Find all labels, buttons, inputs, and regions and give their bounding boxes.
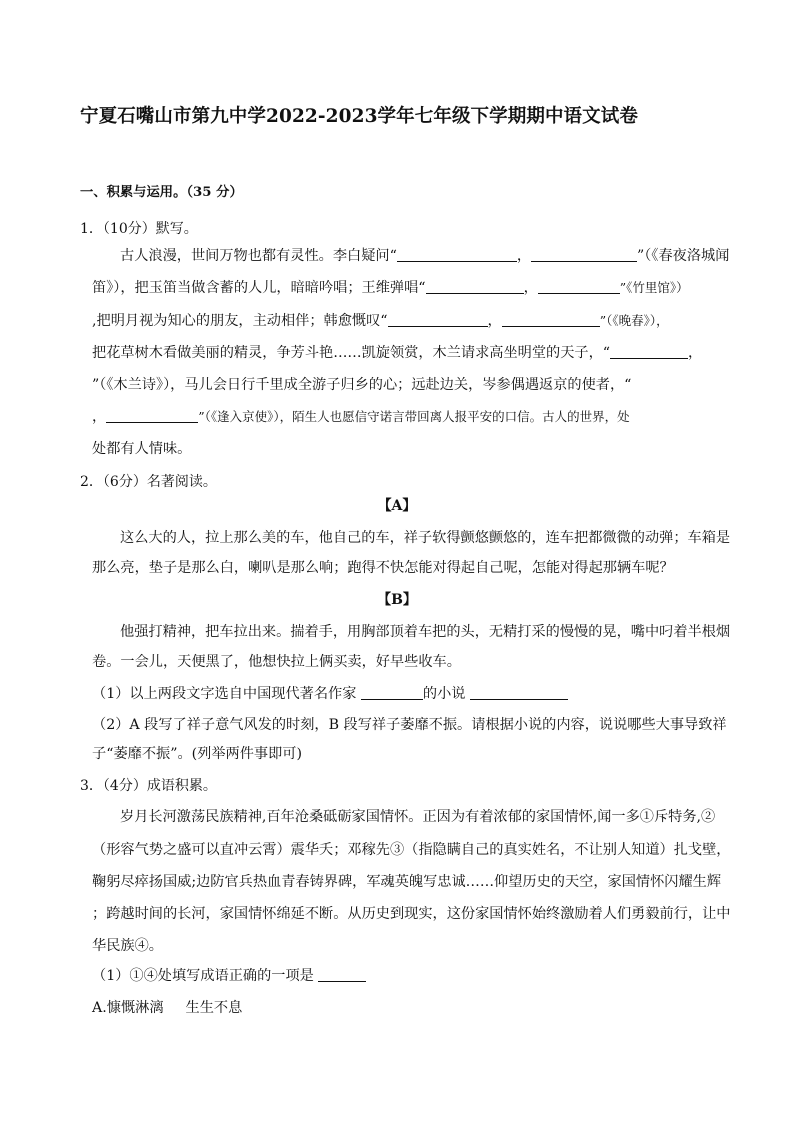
- answer-blank[interactable]: [318, 966, 366, 982]
- page-title: 宁夏石嘴山市第九中学2022-2023学年七年级下学期期中语文试卷: [80, 106, 638, 127]
- q2-subquestion-2-line-1: （2）A 段写了祥子意气风发的时刻，B 段写祥子萎靡不振。请根据小说的内容，说说哪些大事导致祥: [92, 717, 727, 733]
- answer-blank[interactable]: [106, 407, 198, 423]
- passage-b-line-1: 他强打精神，把车拉出来。揣着手，用胸部顶着车把的头，无精打采的慢慢的晃，嘴中叼着半根烟: [120, 624, 731, 640]
- text-span: 的小说: [422, 686, 466, 702]
- text-span: 把花草树木看做美丽的精灵，争芳斗艳……凯旋领赏，木兰请求高坐明堂的天子，“: [92, 345, 611, 361]
- text-span: 笛》），把玉笛当做含蓄的人儿，暗暗吟唱；王维弹唱“: [92, 280, 426, 296]
- text-span: （1）①④处填写成语正确的一项是: [92, 968, 314, 984]
- q2-subquestion-1: [92, 684, 568, 704]
- q1-line-7: 处都有人情味。: [92, 441, 192, 457]
- text-span: ，: [487, 313, 502, 329]
- text-span: ，: [92, 409, 107, 425]
- answer-blank[interactable]: [470, 684, 568, 700]
- text-span: ”（《木兰诗》），马儿会日行千里成全游子归乡的心；远赴边关，岑参偶遇返京的使者，“: [92, 377, 632, 393]
- q3-passage-line-4: ；跨越时间的长河，家国情怀绵延不断。从历史到现实，这份家国情怀始终激励着人们勇毅前行，让中: [92, 906, 731, 922]
- text-span: ，: [516, 248, 532, 264]
- section-heading: 一、积累与运用。（35 分）: [80, 185, 243, 200]
- passage-a-line-1: 这么大的人，拉上那么美的车，他自己的车，祥子软得颤悠颤悠的，连车把都微微的动弹；车箱是: [120, 530, 731, 546]
- q1-line-6: [92, 407, 630, 427]
- question-3-heading: 3．（4分）成语积累。: [80, 778, 217, 794]
- q1-line-3: [92, 311, 669, 331]
- answer-blank[interactable]: [502, 311, 600, 327]
- q1-line-5: [92, 375, 631, 395]
- text-span: 古人浪漫，世间万物也都有灵性。李白疑问“: [120, 248, 397, 264]
- q3-passage-line-3: 鞠躬尽瘁扬国威;边防官兵热血青春铸界碑，军魂英魄写忠诚……仰望历史的天空，家国情怀闪耀生辉: [92, 874, 722, 890]
- question-1-heading: 1．（10分）默写。: [80, 221, 198, 237]
- text-span: ”（《春夜洛城闻: [637, 248, 730, 264]
- answer-blank[interactable]: [538, 278, 620, 294]
- question-2-heading: 2．（6分）名著阅读。: [80, 474, 217, 490]
- text-span: ,把明月视为知心的朋友，主动相伴；韩愈慨叹“: [92, 313, 388, 329]
- q1-line-1: [120, 246, 729, 266]
- passage-b-line-2: 卷。一会儿，天便黑了，他想快拉上俩买卖，好早些收车。: [92, 654, 461, 670]
- q3-option-a[interactable]: [92, 998, 242, 1018]
- q1-line-2: [92, 278, 689, 298]
- q1-line-4: 把花草树木看做美丽的精灵，争芳斗艳……凯旋领赏，木兰请求高坐明堂的天子，“ ，: [92, 345, 703, 361]
- passage-b-label: 【B】: [377, 592, 417, 608]
- passage-a-label: 【A】: [377, 498, 417, 514]
- passage-a-line-2: 那么亮，垫子是那么白，喇叭是那么响；跑得不快怎能对得起自己呢，怎能对得起那辆车呢？: [92, 560, 674, 576]
- q2-subquestion-2-line-2: 子“萎靡不振”。(列举两件事即可): [92, 746, 303, 762]
- option-text: A.慷慨淋漓: [92, 1000, 164, 1016]
- text-span: （1）以上两段文字选自中国现代著名作家: [92, 686, 357, 702]
- text-span: ”（《晚春》），: [599, 313, 669, 328]
- answer-blank[interactable]: [361, 684, 423, 700]
- answer-blank[interactable]: [397, 246, 517, 262]
- answer-blank[interactable]: [426, 278, 524, 294]
- option-text: 生生不息: [185, 1000, 243, 1016]
- answer-blank[interactable]: [531, 246, 637, 262]
- answer-blank[interactable]: [610, 343, 688, 359]
- q3-passage-line-1: 岁月长河激荡民族精神,百年沧桑砥砺家国情怀。正因为有着浓郁的家国情怀,闻一多①斥特务,②: [120, 809, 716, 825]
- answer-blank[interactable]: [388, 311, 488, 327]
- text-span: ”《竹里馆》）: [619, 280, 689, 295]
- text-span: ，: [523, 280, 538, 296]
- q3-subquestion-1: [92, 966, 366, 986]
- q3-passage-line-5: 华民族④。: [92, 938, 163, 954]
- text-span: ”（《逢入京使》），陌生人也愿信守诺言带回离人报平安的口信。古人的世界，处: [198, 409, 630, 424]
- q3-passage-line-2: （形容气势之盛可以直冲云霄）震华夭；邓稼先③（指隐瞒自己的真实姓名，不让别人知道）扎戈壁，: [92, 842, 731, 858]
